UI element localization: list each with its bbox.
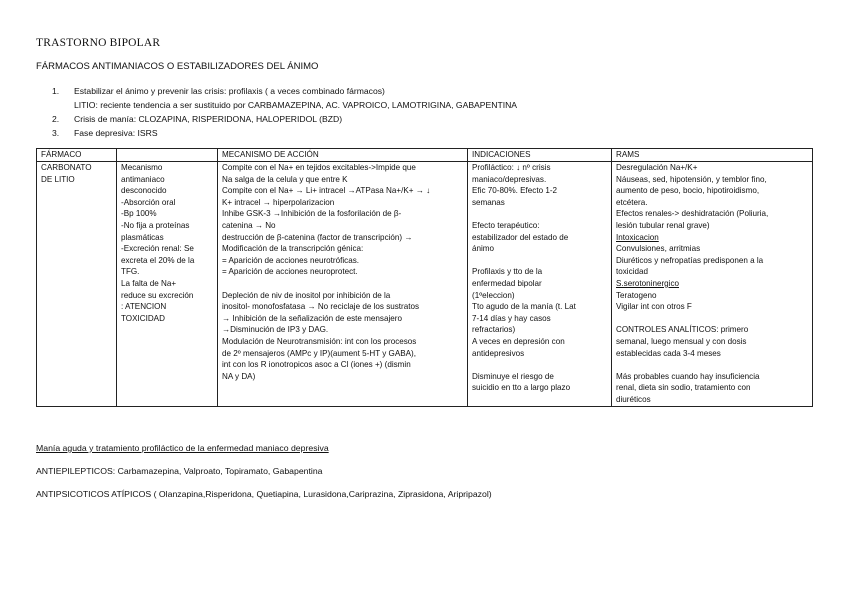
footer-heading: Manía aguda y tratamiento profiláctico de la enfermedad maniaco depresiva — [36, 443, 329, 453]
indicacion-line: suicidio en tto a largo plazo — [472, 383, 571, 393]
farmaco-line: DE LITIO — [41, 174, 75, 184]
ram-line — [616, 313, 810, 325]
ram-line: renal, dieta sin sodio, tratamiento con — [616, 383, 751, 393]
indicacion-line: (1ºeleccion) — [472, 290, 515, 300]
ram-line: Intoxicacion — [616, 232, 659, 242]
mecanismo-line: destrucción de β-catenina (factor de transcripción) → — [222, 232, 413, 242]
indicacion-line — [472, 208, 609, 220]
pharmacokinetics-line: TOXICIDAD — [121, 313, 165, 323]
indicacion-line: Efecto terapéutico: — [472, 220, 540, 230]
farmaco-line: CARBONATO — [41, 163, 92, 172]
ram-line — [616, 359, 810, 371]
footer-antipsicoticos: ANTIPSICOTICOS ATÍPICOS ( Olanzapina,Risperidona, Quetiapina, Lurasidona,Cariprazina, Ziprasidona, Aripripazol) — [36, 489, 492, 499]
ram-line: Vigilar int con otros F — [616, 302, 692, 312]
indicacion-line: ánimo — [472, 244, 495, 254]
mecanismo-line: Compite con el Na+ → Li+ intracel →ATPasa Na+/K+ → ↓ — [222, 186, 431, 196]
footer-antiepilepticos: ANTIEPILEPTICOS: Carbamazepina, Valproato, Topiramato, Gabapentina — [36, 466, 323, 476]
indicacion-line — [472, 255, 609, 267]
pharmacokinetics-line: Mecanismo — [121, 163, 163, 172]
mecanismo-line: Depleción de niv de inositol por inhibición de la — [222, 290, 391, 300]
mecanismo-line: Modificación de la transcripción génica: — [222, 244, 364, 254]
ram-line: aumento de peso, bocio, hipotiroidismo, — [616, 186, 760, 196]
ram-line: S.serotoninergico — [616, 278, 679, 288]
mecanismo-line: catenina → No — [222, 220, 276, 230]
indicacion-line: refractarios) — [472, 325, 516, 335]
objectives-list — [52, 84, 517, 140]
indicacion-line — [472, 359, 609, 371]
list-item: 2. Crisis de manía: CLOZAPINA, RISPERIDONA, HALOPERIDOL (BZD) — [52, 114, 343, 124]
indicacion-line: Efic 70-80%. Efecto 1-2 — [472, 186, 558, 196]
header-blank — [117, 149, 218, 162]
table-row — [37, 162, 813, 407]
list-item-subtext: LITIO: reciente tendencia a ser sustituido por CARBAMAZEPINA, AC. VAPROICO, LAMOTRIGINA, GABAPENTINA — [74, 100, 518, 110]
indicacion-line: Tto agudo de la manía (t. Lat — [472, 302, 576, 312]
indicacion-line: Profilaxis y tto de la — [472, 267, 543, 277]
mecanismo-line: de 2º mensajeros (AMPc y IP)(aument 5-HT y GABA), — [222, 348, 416, 358]
drug-table — [36, 148, 813, 407]
ram-line: etcétera. — [616, 197, 648, 207]
mecanismo-line: Inhibe GSK-3 →Inhibición de la fosforilación de β- — [222, 209, 402, 219]
pharmacokinetics-line: antimaniaco — [121, 174, 165, 184]
mecanismo-line: Na salga de la celula y que entre K — [222, 174, 348, 184]
indicacion-line: estabilizador del estado de — [472, 232, 569, 242]
indicacion-line: enfermedad bipolar — [472, 278, 542, 288]
indicacion-line: semanas — [472, 197, 505, 207]
mecanismo-line: Modulación de Neurotransmisión: int con los procesos — [222, 336, 417, 346]
mecanismo-line: K+ intracel → hiperpolarizacion — [222, 197, 335, 207]
pharmacokinetics-line: TFG. — [121, 267, 140, 277]
mecanismo-line: NA y DA) — [222, 371, 256, 381]
cell-indicaciones — [468, 162, 612, 407]
pharmacokinetics-line: plasmáticas — [121, 232, 164, 242]
cell-mecanismo — [218, 162, 468, 407]
cell-rams — [612, 162, 813, 407]
indicacion-line: 7-14 días y hay casos — [472, 313, 551, 323]
mecanismo-line: inositol- monofosfatasa → No reciclaje de los sustratos — [222, 302, 420, 312]
indicacion-line: Disminuye el riesgo de — [472, 371, 554, 381]
ram-line: Convulsiones, arritmias — [616, 244, 701, 254]
cell-farmaco — [37, 162, 117, 407]
mecanismo-line: →Disminución de IP3 y DAG. — [222, 325, 329, 335]
pharmacokinetics-line: desconocido — [121, 186, 167, 196]
pharmacokinetics-line: : ATENCION — [121, 302, 167, 312]
ram-line: toxicidad — [616, 267, 648, 277]
header-mecanismo: MECANISMO DE ACCIÓN — [218, 149, 468, 162]
pharmacokinetics-line: La falta de Na+ — [121, 278, 177, 288]
ram-line: Desregulación Na+/K+ — [616, 163, 698, 172]
mecanismo-line: int con los R ionotropicos asoc a Cl (iones +) (dismin — [222, 360, 411, 370]
indicacion-line: maniaco/depresivas. — [472, 174, 547, 184]
pharmacokinetics-line: -Absorción oral — [121, 197, 176, 207]
mecanismo-line: = Aparición de acciones neuroprotect. — [222, 267, 358, 277]
mecanismo-line: → Inhibición de la señalización de este mensajero — [222, 313, 402, 323]
indicacion-line: A veces en depresión con — [472, 336, 565, 346]
ram-line: diuréticos — [616, 394, 651, 404]
section-subtitle: FÁRMACOS ANTIMANIACOS O ESTABILIZADORES DEL ÁNIMO — [36, 61, 319, 72]
cell-pharmacokinetics — [117, 162, 218, 407]
pharmacokinetics-line: -No fija a proteínas — [121, 220, 190, 230]
table-header-row — [37, 149, 813, 162]
ram-line: Efectos renales-> deshidratación (Poliuria, — [616, 209, 769, 219]
document-title: TRASTORNO BIPOLAR — [36, 37, 161, 49]
mecanismo-line: Compite con el Na+ en tejidos excitables->Impide que — [222, 163, 416, 172]
pharmacokinetics-line: -Bp 100% — [121, 209, 157, 219]
ram-line: semanal, luego mensual y con dosis — [616, 336, 747, 346]
pharmacokinetics-line: reduce su excreción — [121, 290, 194, 300]
ram-line: establecidas cada 3-4 meses — [616, 348, 721, 358]
ram-line: Diuréticos y nefropatías predisponen a la — [616, 255, 764, 265]
header-rams: RAMS — [612, 149, 813, 162]
ram-line: Más probables cuando hay insuficiencia — [616, 371, 760, 381]
ram-line: Teratogeno — [616, 290, 657, 300]
list-item: 1. Estabilizar el ánimo y prevenir las crisis: profilaxis ( a veces combinado fármacos) LITIO: reciente tendencia a ser sustituido por CARBAMAZEPINA, AC. VAPROICO, LAMOTRIGINA, GABAPENTINA — [52, 86, 518, 110]
indicacion-line: Profiláctico: ↓ nº crisis — [472, 163, 551, 172]
header-indicaciones: INDICACIONES — [468, 149, 612, 162]
pharmacokinetics-line: excreta el 20% de la — [121, 255, 195, 265]
mecanismo-line — [222, 278, 465, 290]
header-farmaco: FÁRMACO — [37, 149, 117, 162]
ram-line: CONTROLES ANALÍTICOS: primero — [616, 325, 749, 335]
mecanismo-line: = Aparición de acciones neurotróficas. — [222, 255, 360, 265]
ram-line: lesión tubular renal grave) — [616, 220, 710, 230]
indicacion-line: antidepresivos — [472, 348, 525, 358]
list-item: 3. Fase depresiva: ISRS — [52, 128, 158, 138]
pharmacokinetics-line: -Excreción renal: Se — [121, 244, 194, 254]
ram-line: Náuseas, sed, hipotensión, y temblor fino, — [616, 174, 767, 184]
